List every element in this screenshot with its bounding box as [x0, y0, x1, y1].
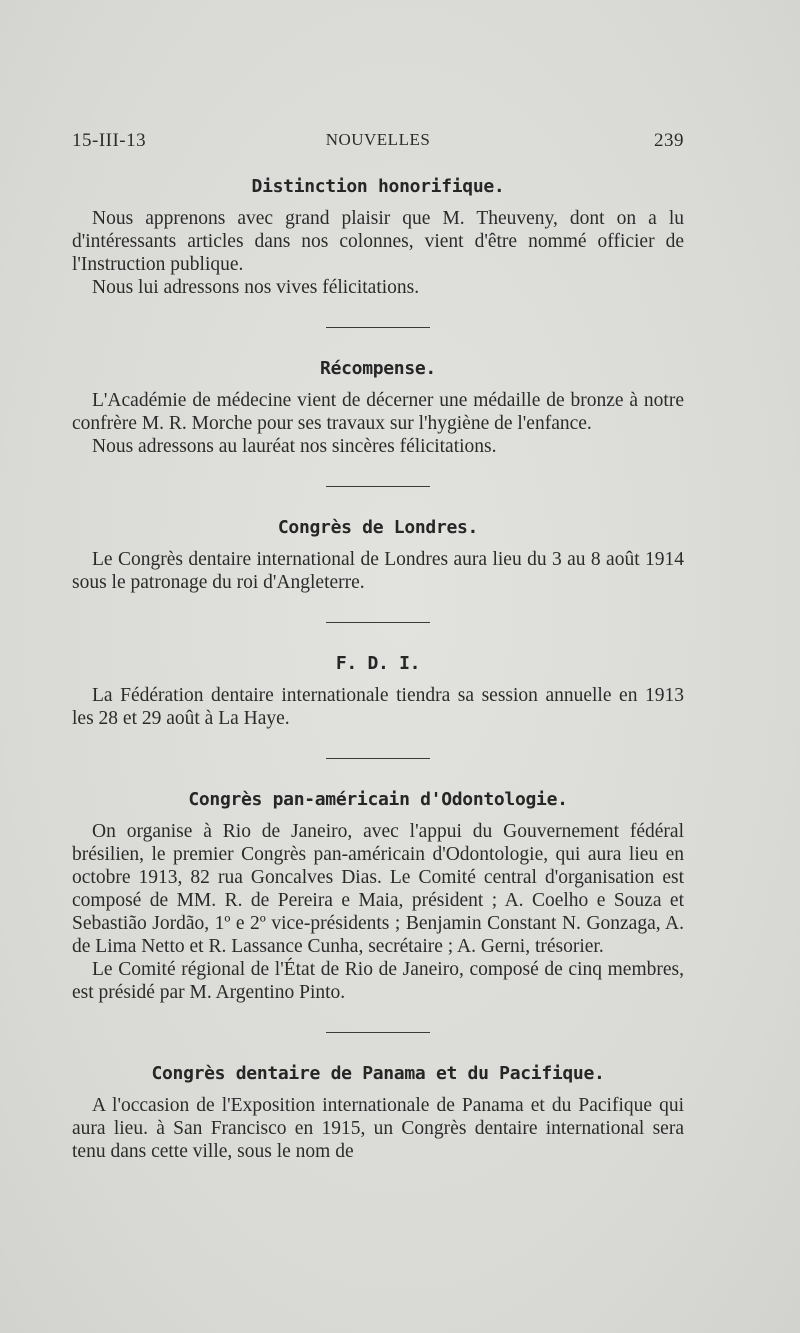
section-divider: [326, 486, 430, 487]
paragraph: L'Académie de médecine vient de décerner une médaille de bronze à notre confrère M. R. Morche pour ses travaux sur l'hygiène de l'enfance.: [72, 390, 684, 434]
paragraph: A l'occasion de l'Exposition internationale de Panama et du Pacifique qui aura lieu. à San Francisco en 1915, un Congrès dentaire international sera tenu dans cette ville, sous le nom de: [72, 1095, 684, 1162]
section-heading: Congrès dentaire de Panama et du Pacifique.: [151, 1063, 605, 1084]
section-heading: F. D. I.: [335, 653, 421, 674]
section-congres-pan-americain: [72, 789, 684, 1004]
section-distinction: [72, 176, 684, 299]
running-head: [72, 130, 684, 158]
section-divider: [326, 622, 430, 623]
paragraph: Nous adressons au lauréat nos sincères félicitations.: [92, 436, 497, 457]
section-divider: [326, 758, 430, 759]
section-heading: Congrès de Londres.: [277, 517, 479, 538]
page-body: [72, 176, 684, 1163]
page-number: 239: [654, 130, 684, 151]
section-recompense: [72, 358, 684, 458]
section-name: NOUVELLES: [325, 130, 431, 149]
section-congres-londres: [72, 517, 684, 594]
paragraph: La Fédération dentaire internationale tiendra sa session annuelle en 1913 les 28 et 29 août à La Haye.: [72, 685, 684, 729]
paragraph: On organise à Rio de Janeiro, avec l'appui du Gouvernement fédéral brésilien, le premier Congrès pan-américain d'Odontologie, qui aura lieu en octobre 1913, 82 rua Goncalves Dias. Le Comité central d'organisation est composé de MM. R. de Pereira e Maia, président ; A. Coelho e Souza et Sebastião Jordão, 1º e 2º vice-présidents ; Benjamin Constant N. Gonzaga, A. de Lima Netto et R. Lassance Cunha, secrétaire ; A. Gerni, trésorier.: [72, 821, 684, 957]
section-heading: Congrès pan-américain d'Odontologie.: [188, 789, 568, 810]
paragraph: Le Comité régional de l'État de Rio de Janeiro, composé de cinq membres, est présidé par M. Argentino Pinto.: [72, 959, 684, 1003]
section-heading: Récompense.: [320, 358, 436, 379]
section-divider: [326, 1032, 430, 1033]
section-congres-panama: [72, 1063, 684, 1163]
issue-date: 15-III-13: [72, 130, 147, 151]
section-fdi: [72, 653, 684, 730]
paragraph: Nous apprenons avec grand plaisir que M. Theuveny, dont on a lu d'intéressants articles dans nos colonnes, vient d'être nommé officier de l'Instruction publique.: [72, 208, 684, 275]
paragraph: Le Congrès dentaire international de Londres aura lieu du 3 au 8 août 1914 sous le patronage du roi d'Angleterre.: [72, 549, 684, 593]
section-heading: Distinction honorifique.: [251, 176, 505, 197]
paragraph: Nous lui adressons nos vives félicitations.: [92, 277, 420, 298]
section-divider: [326, 327, 430, 328]
